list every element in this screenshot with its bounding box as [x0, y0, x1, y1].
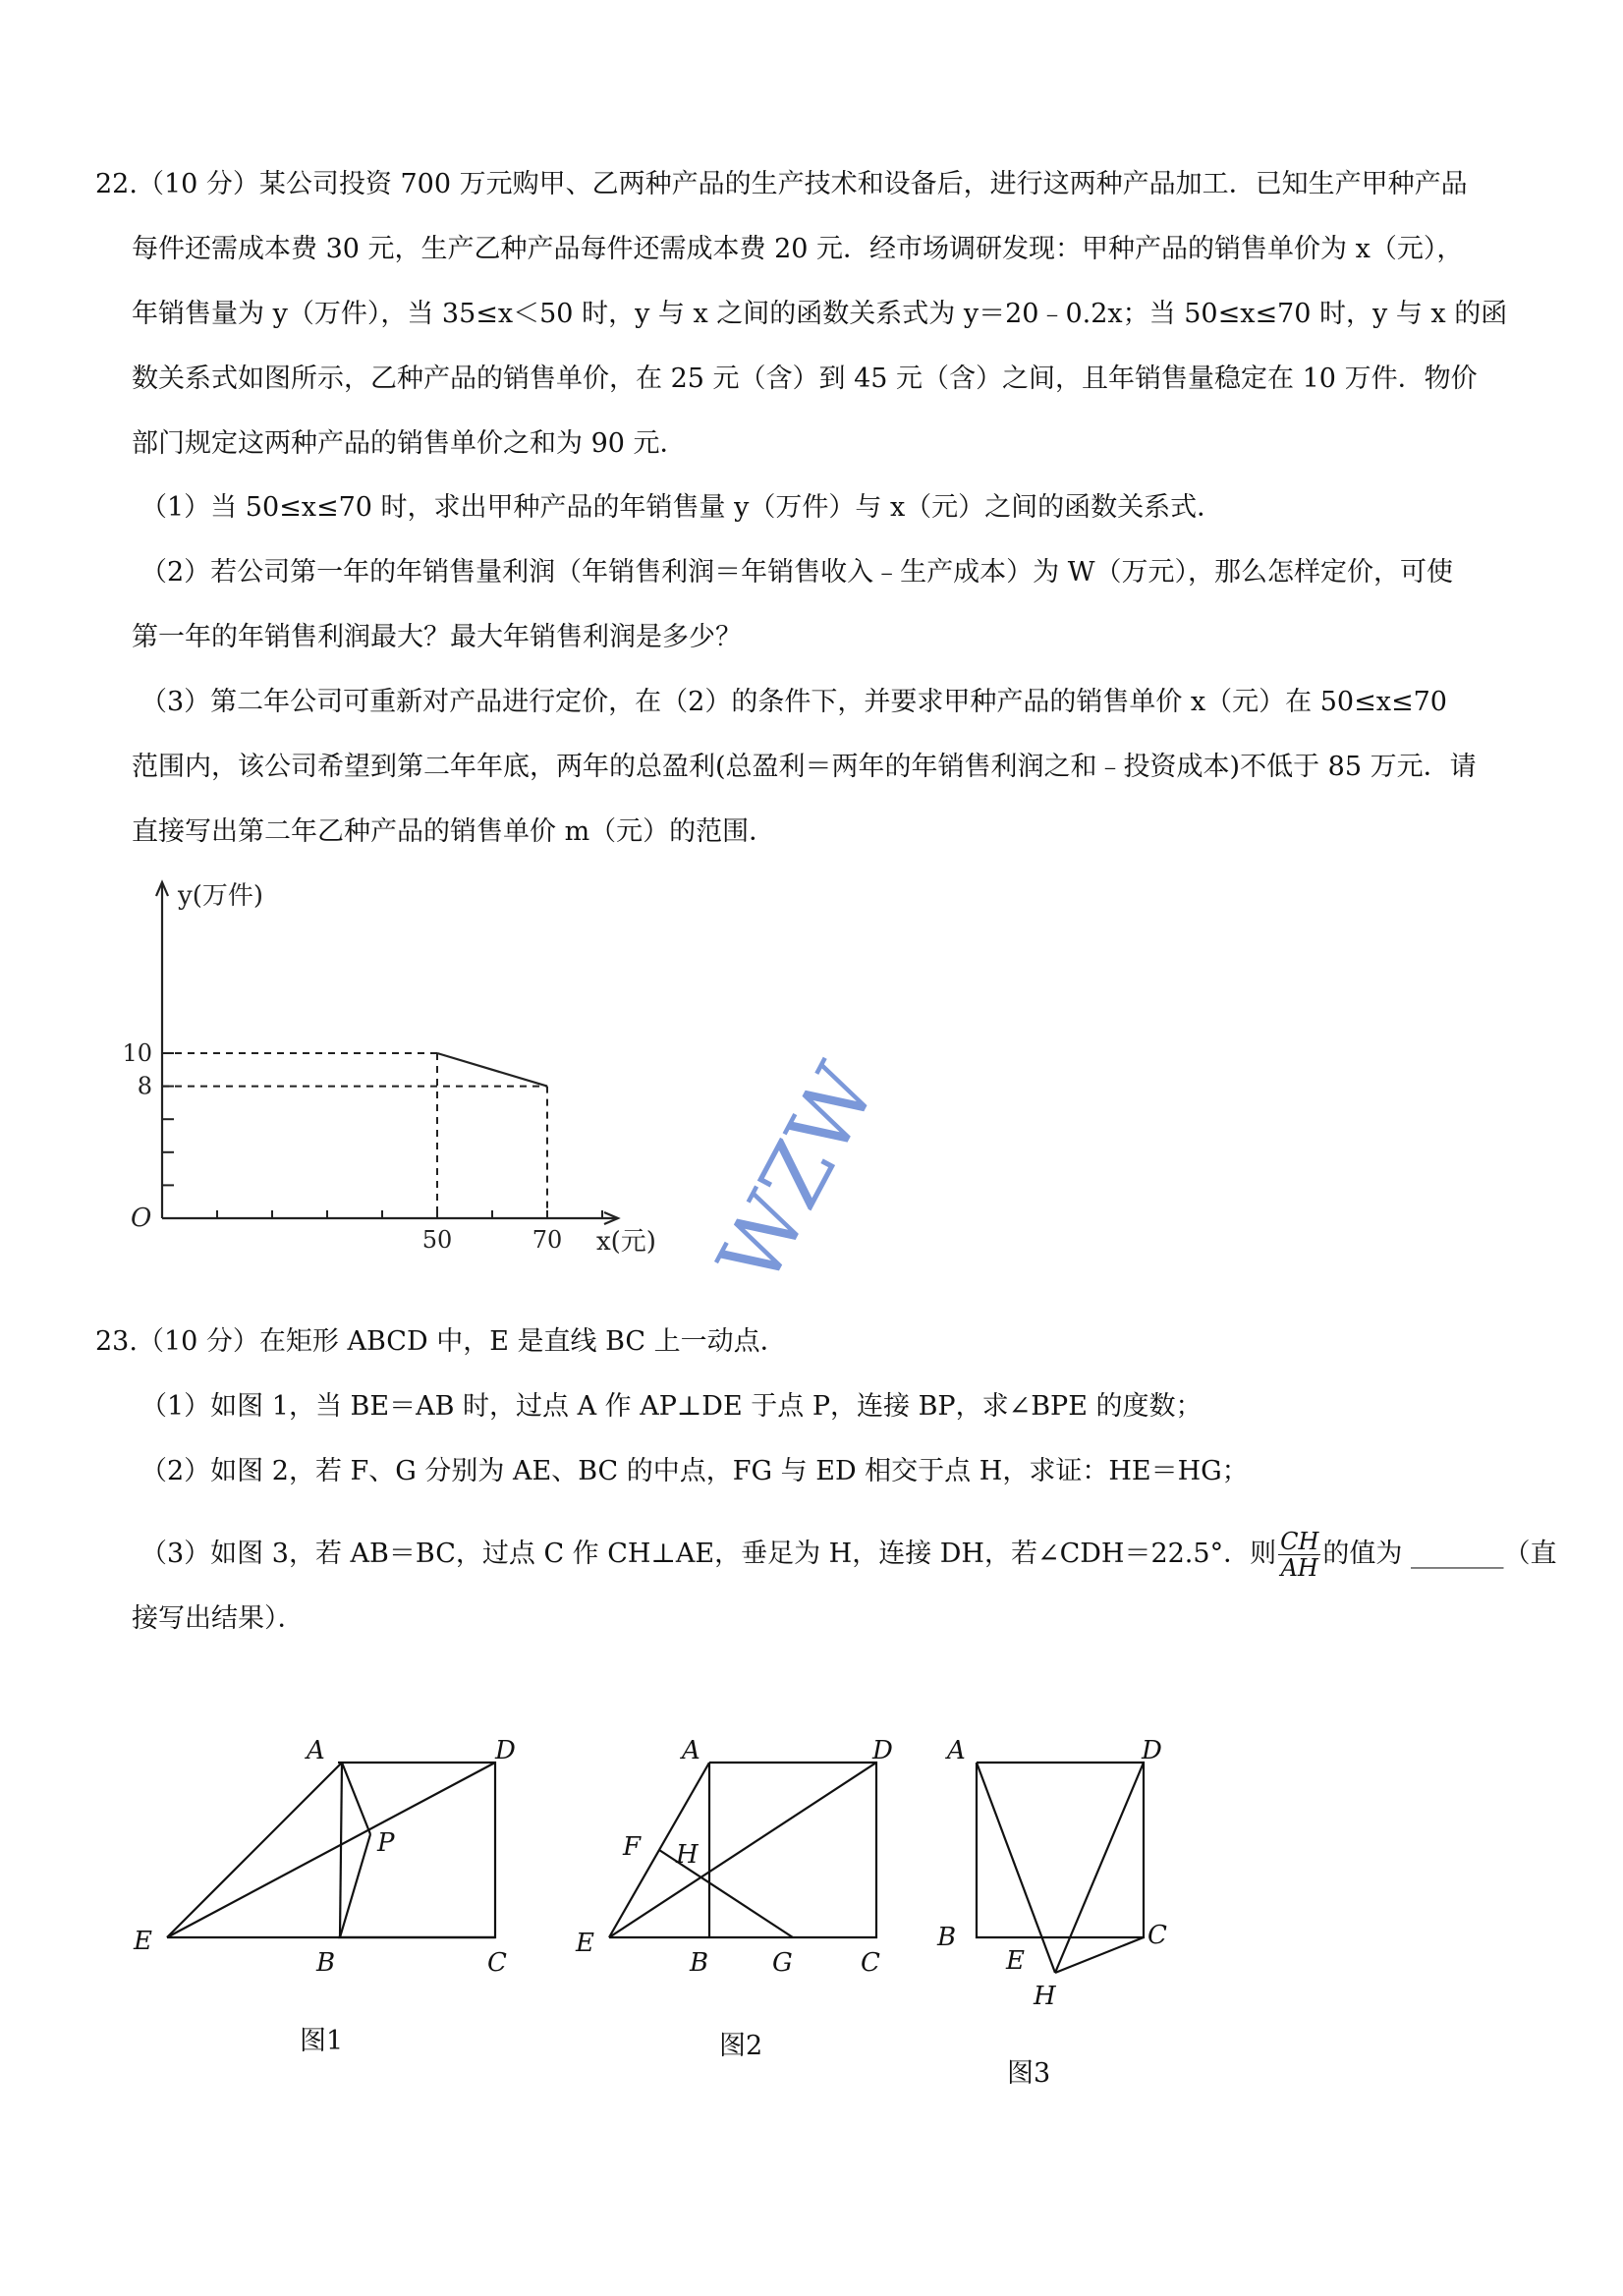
fraction	[1278, 1529, 1320, 1581]
figure-2-caption: 图2	[719, 2031, 763, 2061]
q22-part-3-cont: 范围内，该公司希望到第二年年底，两年的总盈利(总盈利＝两年的年销售利润之和﹣投资成本)不低于 85 万元．请	[132, 752, 1477, 782]
q23-part-3-cont: 接写出结果）．	[132, 1603, 305, 1634]
q22-line-5: 部门规定这两种产品的销售单价之和为 90 元．	[132, 428, 687, 459]
label-b: B	[937, 1923, 957, 1952]
x-tick-label: 70	[532, 1226, 563, 1254]
figure-3-caption: 图3	[1007, 2058, 1051, 2089]
series-line	[437, 1053, 547, 1087]
rect-abcd	[338, 1763, 495, 1937]
q22-line-4: 数关系式如图所示，乙种产品的销售单价，在 25 元（含）到 45 元（含）之间，且年销售量稳定在 10 万件．物价	[132, 364, 1478, 394]
q22-part-3: （3）第二年公司可重新对产品进行定价，在（2）的条件下，并要求甲种产品的销售单价 x（元）在 50≤x≤70	[140, 687, 1447, 717]
segment-ea	[167, 1763, 342, 1937]
q22-line-3: 年销售量为 y（万件），当 35≤x＜50 时，y 与 x 之间的函数关系式为 y＝20﹣0.2x；当 50≤x≤70 时，y 与 x 的函	[132, 299, 1508, 329]
label-e: E	[1006, 1946, 1025, 1976]
watermark-logo	[700, 1048, 896, 1301]
label-b: B	[316, 1948, 336, 1978]
label-a: A	[307, 1736, 325, 1765]
figure-1	[118, 1729, 531, 1985]
q22-part-2-cont: 第一年的年销售利润最大？最大年销售利润是多少？	[132, 622, 742, 652]
q23-line-1: 23.（10 分）在矩形 ABCD 中，E 是直线 BC 上一动点．	[95, 1326, 787, 1357]
label-p: P	[377, 1828, 395, 1858]
watermark-text: WZW	[700, 1048, 896, 1301]
label-h: H	[676, 1840, 699, 1870]
q22-part-3-cont2: 直接写出第二年乙种产品的销售单价 m（元）的范围．	[132, 816, 776, 847]
label-a: A	[682, 1736, 700, 1765]
q23-part-1: （1）如图 1，当 BE＝AB 时，过点 A 作 AP⊥DE 于点 P，连接 BP，求∠BPE 的度数；	[140, 1391, 1203, 1422]
q22-part-2: （2）若公司第一年的年销售量利润（年销售利润＝年销售收入﹣生产成本）为 W（万元），那么怎样定价，可使	[140, 557, 1454, 588]
q22-line-2: 每件还需成本费 30 元，生产乙种产品每件还需成本费 20 元．经市场调研发现：甲种产品的销售单价为 x（元），	[132, 234, 1464, 264]
segment-dh	[1055, 1763, 1144, 1973]
label-c: C	[487, 1948, 507, 1978]
fraction-denominator: AH	[1280, 1554, 1318, 1582]
y-tick-label: 8	[137, 1072, 152, 1100]
segment-ed	[167, 1763, 495, 1937]
sales-function-chart	[118, 865, 668, 1257]
q22-part-1: （1）当 50≤x≤70 时，求出甲种产品的年销售量 y（万件）与 x（元）之间的函数关系式．	[140, 492, 1224, 523]
label-c: C	[1147, 1921, 1167, 1950]
q23-part-3-text: （3）如图 3，若 AB＝BC，过点 C 作 CH⊥AE，垂足为 H，连接 DH，若∠CDH＝22.5°．则	[140, 1539, 1277, 1569]
figure-1-caption: 图1	[300, 2026, 344, 2056]
label-d: D	[495, 1736, 516, 1765]
label-b: B	[690, 1948, 709, 1978]
figure-3	[923, 1729, 1189, 2024]
label-d: D	[1142, 1736, 1162, 1765]
label-g: G	[772, 1948, 793, 1978]
y-tick-label: 10	[122, 1039, 152, 1067]
x-axis-label: x(元)	[596, 1227, 656, 1257]
label-d: D	[872, 1736, 893, 1765]
segment-ah	[977, 1763, 1055, 1973]
q23-part-3-tail: 的值为 _______（直	[1322, 1539, 1557, 1569]
label-e: E	[576, 1929, 594, 1958]
segment-ap	[342, 1763, 370, 1834]
label-e: E	[134, 1927, 152, 1956]
figure-2	[560, 1729, 894, 1985]
q22-line-1: 22.（10 分）某公司投资 700 万元购甲、乙两种产品的生产技术和设备后，进行这两种产品加工．已知生产甲种产品	[95, 169, 1468, 199]
origin-label: O	[131, 1204, 152, 1233]
label-c: C	[861, 1948, 880, 1978]
square-abcd	[977, 1763, 1144, 1937]
y-axis-label: y(万件)	[178, 881, 263, 911]
segment-bp	[340, 1834, 370, 1937]
label-a: A	[947, 1736, 966, 1765]
x-tick-label: 50	[421, 1226, 453, 1254]
q23-part-3	[140, 1529, 1556, 1581]
label-f: F	[623, 1832, 642, 1862]
segment-ed	[609, 1763, 876, 1937]
fraction-numerator: CH	[1280, 1528, 1319, 1555]
q23-part-2: （2）如图 2，若 F、G 分别为 AE、BC 的中点，FG 与 ED 相交于点 H，求证：HE＝HG；	[140, 1456, 1249, 1486]
label-h: H	[1034, 1982, 1056, 2011]
segment-ab	[340, 1763, 342, 1937]
